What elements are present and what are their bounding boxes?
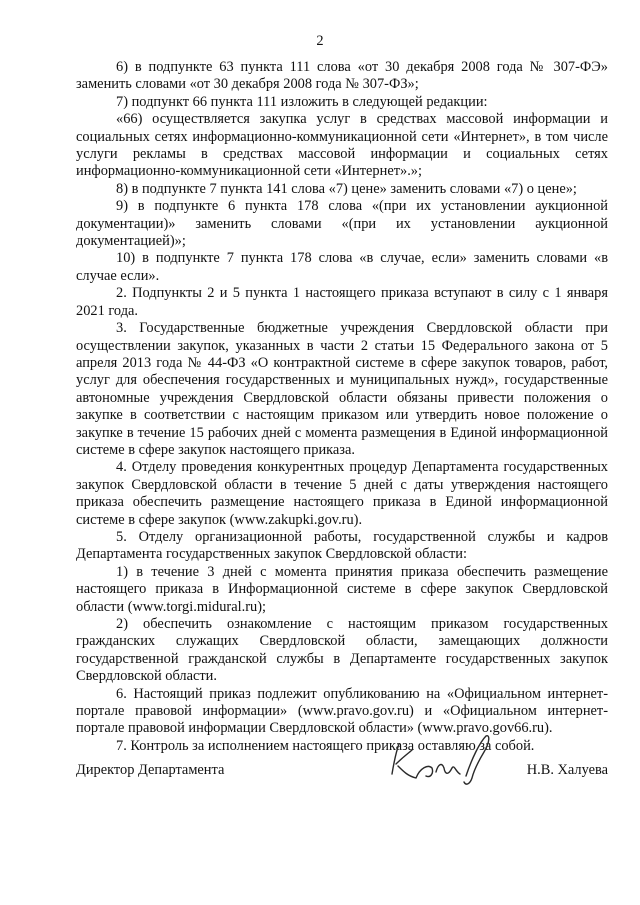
paragraph-item-7-text: «66) осуществляется закупка услуг в средствах массовой информации и социальных сетях информационно-коммуникационной сети «Интернет», в том числе услуги рекламы в средствах массовой информации и социальных сетях информационно-коммуникационной сети «Интернет».»; [76, 111, 608, 180]
document-body [76, 59, 608, 755]
director-name: Н.В. Халуева [526, 762, 608, 778]
paragraph-2: 2. Подпункты 2 и 5 пункта 1 настоящего приказа вступают в силу с 1 января 2021 года. [76, 285, 608, 319]
paragraph-5-1: 1) в течение 3 дней с момента принятия приказа обеспечить размещение настоящего приказа в Информационной системе в сфере закупок Свердловской области (www.torgi.midural.ru); [76, 563, 608, 615]
paragraph-5: 5. Отделу организационной работы, государственной службы и кадров Департамента государственных закупок Свердловской области: [76, 528, 608, 563]
paragraph-item-7: 7) подпункт 66 пункта 111 изложить в следующей редакции: [116, 93, 488, 110]
page-number: 2 [316, 33, 324, 49]
signature-image [386, 728, 506, 792]
paragraph-6: 6. Настоящий приказ подлежит опубликованию на «Официальном интернет-портале правовой информации» (www.pravo.gov.ru) и «Официальном интернет-портале правовой информации Свердловской области» (www.pravo.gov66.ru). [76, 685, 608, 737]
director-title: Директор Департамента [76, 762, 225, 778]
paragraph-item-9: 9) в подпункте 6 пункта 178 слова «(при их установлении аукционной документации)» заменить словами «(при их установлении аукционной документацией)»; [76, 198, 608, 250]
paragraph-5-2: 2) обеспечить ознакомление с настоящим приказом государственных гражданских служащих Свердловской области, замещающих должности государственной гражданской службы в Департаменте государственных закупок Свердловской области. [76, 616, 608, 685]
signature-block [76, 762, 608, 792]
paragraph-item-6: 6) в подпункте 63 пункта 111 слова «от 30 декабря 2008 года № 307-ФЭ» заменить словами «от 30 декабря 2008 года № 307-ФЗ»; [76, 59, 608, 93]
paragraph-3: 3. Государственные бюджетные учреждения Свердловской области при осуществлении закупок, указанных в части 2 статьи 15 Федерального закона от 5 апреля 2013 года № 44-ФЗ «О контрактной системе в сфере закупок товаров, работ, услуг для обеспечения государственных и муниципальных нужд», государственные автономные учреждения Свердловской области обязаны привести положения о закупке в соответствии с настоящим приказом или утвердить новое положение о закупке в течение 15 рабочих дней с момента размещения в Единой информационной системе в сфере закупок настоящего приказа. [76, 320, 608, 458]
paragraph-4: 4. Отделу проведения конкурентных процедур Департамента государственных закупок Свердловской области в течение 5 дней с даты утверждения настоящего приказа обеспечить размещение настоящего приказа в Единой информационной системе в сфере закупок (www.zakupki.gov.ru). [76, 459, 608, 528]
paragraph-7: 7. Контроль за исполнением настоящего приказа оставляю за собой. [116, 737, 535, 754]
paragraph-item-10: 10) в подпункте 7 пункта 178 слова «в случае, если» заменить словами «в случае если». [76, 250, 608, 284]
paragraph-item-8: 8) в подпункте 7 пункта 141 слова «7) цене» заменить словами «7) о цене»; [116, 180, 577, 197]
